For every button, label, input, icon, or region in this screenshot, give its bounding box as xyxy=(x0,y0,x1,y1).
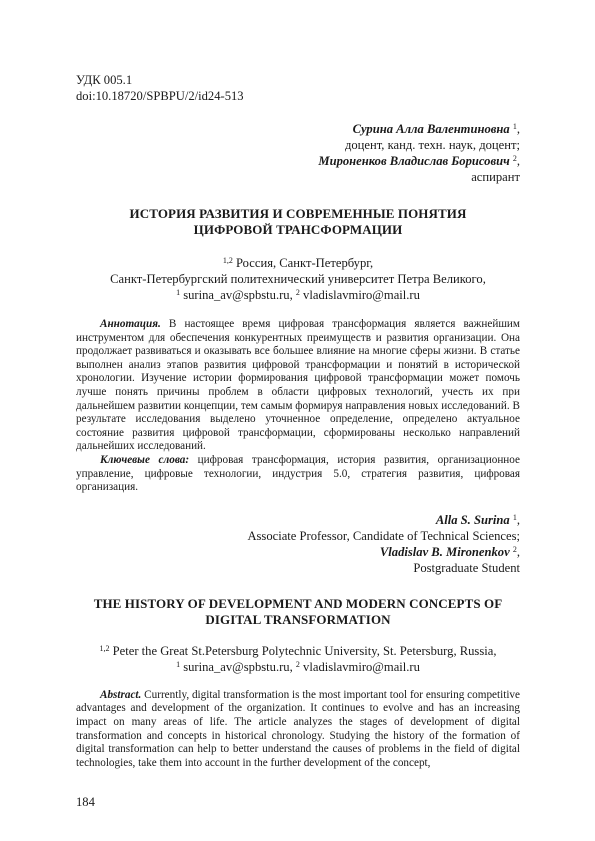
email-link[interactable]: vladislavmiro@mail.ru xyxy=(299,288,420,302)
author-name: Сурина Алла Валентиновна xyxy=(352,122,510,136)
affiliation-ru: $^{1,2}$ Россия, Санкт-Петербург, Санкт-Петербургский политехнический университет Петра Великого, $^1$ surina_av@spbstu.ru, $^2$ vladislavmiro@mail.ru xyxy=(76,255,520,303)
article-title-ru: ИСТОРИЯ РАЗВИТИЯ И СОВРЕМЕННЫЕ ПОНЯТИЯ ЦИФРОВОЙ ТРАНСФОРМАЦИИ xyxy=(129,206,467,237)
email-link[interactable]: surina_av@spbstu.ru, xyxy=(180,288,296,302)
doi: doi:10.18720/SPBPU/2/id24-513 xyxy=(76,89,244,103)
author-ru-2: Мироненков Владислав Борисович $^2$, xyxy=(318,154,520,168)
author-sup: 1 xyxy=(512,512,517,522)
abstract-en-text: Abstract. Currently, digital transformation is the most important tool for ensuring competitive advantages and development of the organization. It continues to evolve and has an increasing impact on many areas of life. The article analyzes the stages of development of digital transformation and concepts in historical chronology. Studying the history of the formation of digital transformation can help to better understand the causes of problems in the field of digital technologies, take them into account in the further development of the concept, xyxy=(76,688,520,769)
author-ru-1: Сурина Алла Валентиновна $^1$, xyxy=(352,122,520,136)
authors-ru xyxy=(76,121,520,185)
authors-en xyxy=(76,512,520,576)
author-title: Associate Professor, Candidate of Technical Sciences; xyxy=(247,528,520,543)
abstract-ru xyxy=(76,318,520,495)
author-name: Vladislav B. Mironenkov xyxy=(379,544,510,559)
author-sup: 2 xyxy=(512,544,517,554)
author-title: доцент, канд. техн. наук, доцент; xyxy=(344,138,520,152)
email-link[interactable]: surina_av@spbstu.ru, xyxy=(180,659,296,674)
author-sup: 1 xyxy=(512,122,517,131)
author-name: Alla S. Surina xyxy=(435,512,510,527)
article-meta xyxy=(76,72,520,104)
author-en-1: Alla S. Surina $^1$, xyxy=(435,512,520,527)
author-sup: 2 xyxy=(512,154,517,163)
keywords-ru: Ключевые слова: цифровая трансформация, история развития, организационное управление, цифровые технологии, индустрия 5.0, стратегия развития, цифровая организация. xyxy=(76,453,520,494)
udk-code: УДК 005.1 xyxy=(76,73,133,87)
page-number: 184 xyxy=(76,795,95,809)
emails-ru: $^1$ surina_av@spbstu.ru, $^2$ vladislavmiro@mail.ru xyxy=(176,288,420,302)
page-content xyxy=(76,72,520,770)
author-en-2: Vladislav B. Mironenkov $^2$, xyxy=(379,544,520,559)
abstract-en xyxy=(76,689,520,771)
email-link[interactable]: vladislavmiro@mail.ru xyxy=(299,659,420,674)
author-name: Мироненков Владислав Борисович xyxy=(318,154,510,168)
emails-en: $^1$ surina_av@spbstu.ru, $^2$ vladislavmiro@mail.ru xyxy=(176,659,420,674)
author-title: аспирант xyxy=(471,170,520,184)
article-title-en: THE HISTORY OF DEVELOPMENT AND MODERN CONCEPTS OF DIGITAL TRANSFORMATION xyxy=(93,595,503,627)
author-title: Postgraduate Student xyxy=(413,560,520,575)
affiliation-en: $^{1,2}$ Peter the Great St.Petersburg Polytechnic University, St. Petersburg, Russia, $^1$ surina_av@spbstu.ru, $^2$ vladislavmiro@mail.ru xyxy=(76,643,520,675)
abstract-ru-text: Аннотация. В настоящее время цифровая трансформация является важнейшим инструментом для обеспечения конкурентных преимуществ и развития организации. Она продолжает развиваться и оказывать все большее влияние на многие сферы жизни. В статье выполнен анализ этапов развития цифровой трансформации и понятий в исторической хронологии. Изучение истории формирования цифровой трансформации может помочь лучше понять причины проблем в области цифровых технологий, учесть их при дальнейшем развитии концепции, тем самым формируя направления новых исследований. В результате исследования выделено уточненное определение, определено актуальное состояние развития цифровой трансформации, сформированы несколько направлений дальнейших исследований. xyxy=(76,318,520,453)
